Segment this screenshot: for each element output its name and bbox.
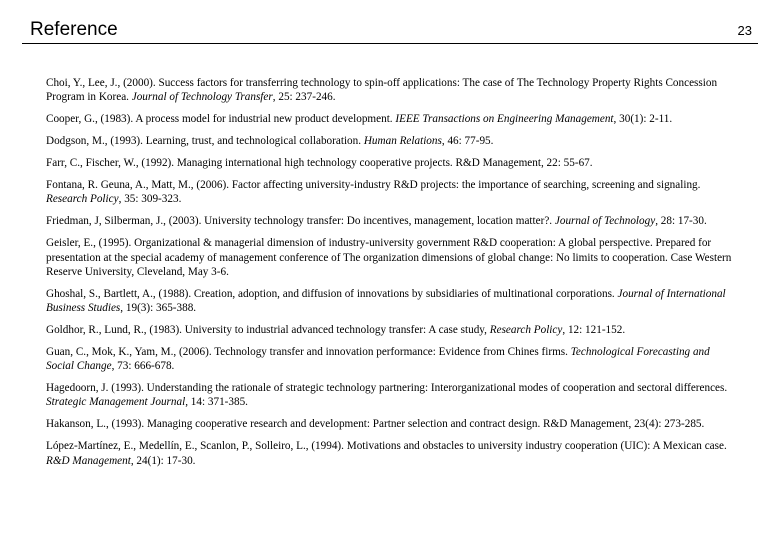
reference-text: Guan, C., Mok, K., Yam, M., (2006). Technology transfer and innovation performance: Evidence from Chines firms. xyxy=(46,346,571,359)
reference-source-title: Human Relations xyxy=(363,135,442,148)
reference-source-title: Journal of International Business Studies xyxy=(46,287,726,315)
reference-source-title: Strategic Management Journal xyxy=(46,396,186,409)
reference-entry xyxy=(46,236,736,279)
reference-entry xyxy=(46,156,736,170)
reference-text: , 24(1): 17-30. xyxy=(130,454,196,467)
reference-entry xyxy=(46,178,736,206)
reference-text: , 12: 121-152. xyxy=(562,324,626,337)
reference-entry xyxy=(46,287,736,315)
reference-text: , 73: 666-678. xyxy=(111,360,175,373)
reference-source-title: Technological Forecasting and Social Change xyxy=(46,346,710,373)
page-number: 23 xyxy=(737,23,752,38)
reference-entry xyxy=(46,214,736,228)
reference-text: Choi, Y., Lee, J., (2000). Success factors for transferring technology to spin-off applications: The case of The Technology Property Rights Concession Program in Korea. xyxy=(46,77,718,104)
reference-source-title: Research Policy xyxy=(489,324,563,337)
reference-entry xyxy=(46,439,736,467)
reference-entry xyxy=(46,76,736,104)
reference-text: Cooper, G., (1983). A process model for industrial new product development. xyxy=(46,113,396,126)
title-divider xyxy=(22,43,758,44)
reference-entry xyxy=(46,112,736,126)
reference-text: , 25: 237-246. xyxy=(272,91,336,104)
reference-entry xyxy=(46,381,736,409)
reference-text: Fontana, R. Geuna, A., Matt, M., (2006). Factor affecting university-industry R&D projects: the importance of searching, screening and signaling. xyxy=(46,179,701,192)
reference-text: , 28: 17-30. xyxy=(655,215,707,228)
reference-entry xyxy=(46,345,736,373)
reference-text: Dodgson, M., (1993). Learning, trust, and technological collaboration. xyxy=(46,135,364,148)
reference-entry xyxy=(46,417,736,431)
reference-text: Hagedoorn, J. (1993). Understanding the rationale of strategic technology partnering: Interorganizational modes of cooperation and sectoral differences. xyxy=(46,382,728,395)
reference-text: López-Martínez, E., Medellín, E., Scanlon, P., Solleiro, L., (1994). Motivations and obstacles to university industry cooperation (UIC): A Mexican case. xyxy=(46,440,727,453)
reference-text: , 30(1): 2-11. xyxy=(613,113,673,126)
reference-source-title: Journal of Technology Transfer xyxy=(131,91,273,104)
reference-text: Geisler, E., (1995). Organizational & managerial dimension of industry-university government R&D cooperation: A global perspective. Prepared for presentation at the special academy of management conference of The organization dimensions of global change: No limits to cooperation. Case Western Reserve University, Cleveland, May 3-6. xyxy=(46,237,732,278)
slide-title: Reference xyxy=(30,19,118,40)
reference-text: , 46: 77-95. xyxy=(441,135,494,148)
reference-text: Goldhor, R., Lund, R., (1983). University to industrial advanced technology transfer: A case study, xyxy=(46,324,490,337)
reference-text: , 14: 371-385. xyxy=(185,396,248,409)
reference-entry xyxy=(46,134,736,148)
reference-text: Ghoshal, S., Bartlett, A., (1988). Creation, adoption, and diffusion of innovations by subsidiaries of multinational corporations. xyxy=(46,287,618,300)
reference-entry xyxy=(46,323,736,337)
reference-source-title: Research Policy xyxy=(46,193,119,206)
reference-source-title: Journal of Technology xyxy=(554,215,656,228)
reference-text: Hakanson, L., (1993). Managing cooperative research and development: Partner selection and contract design. R&D Management, 23(4): 273-285. xyxy=(46,418,705,431)
reference-text: , 35: 309-323. xyxy=(118,193,182,206)
reference-source-title: IEEE Transactions on Engineering Management xyxy=(395,113,614,126)
reference-list xyxy=(46,76,736,476)
reference-text: Farr, C., Fischer, W., (1992). Managing international high technology cooperative projects. R&D Management, 22: 55-67. xyxy=(46,157,593,170)
reference-text: Friedman, J, Silberman, J., (2003). University technology transfer: Do incentives, management, location matter?. xyxy=(46,215,555,228)
reference-text: , 19(3): 365-388. xyxy=(120,302,197,315)
reference-source-title: R&D Management xyxy=(46,454,131,467)
